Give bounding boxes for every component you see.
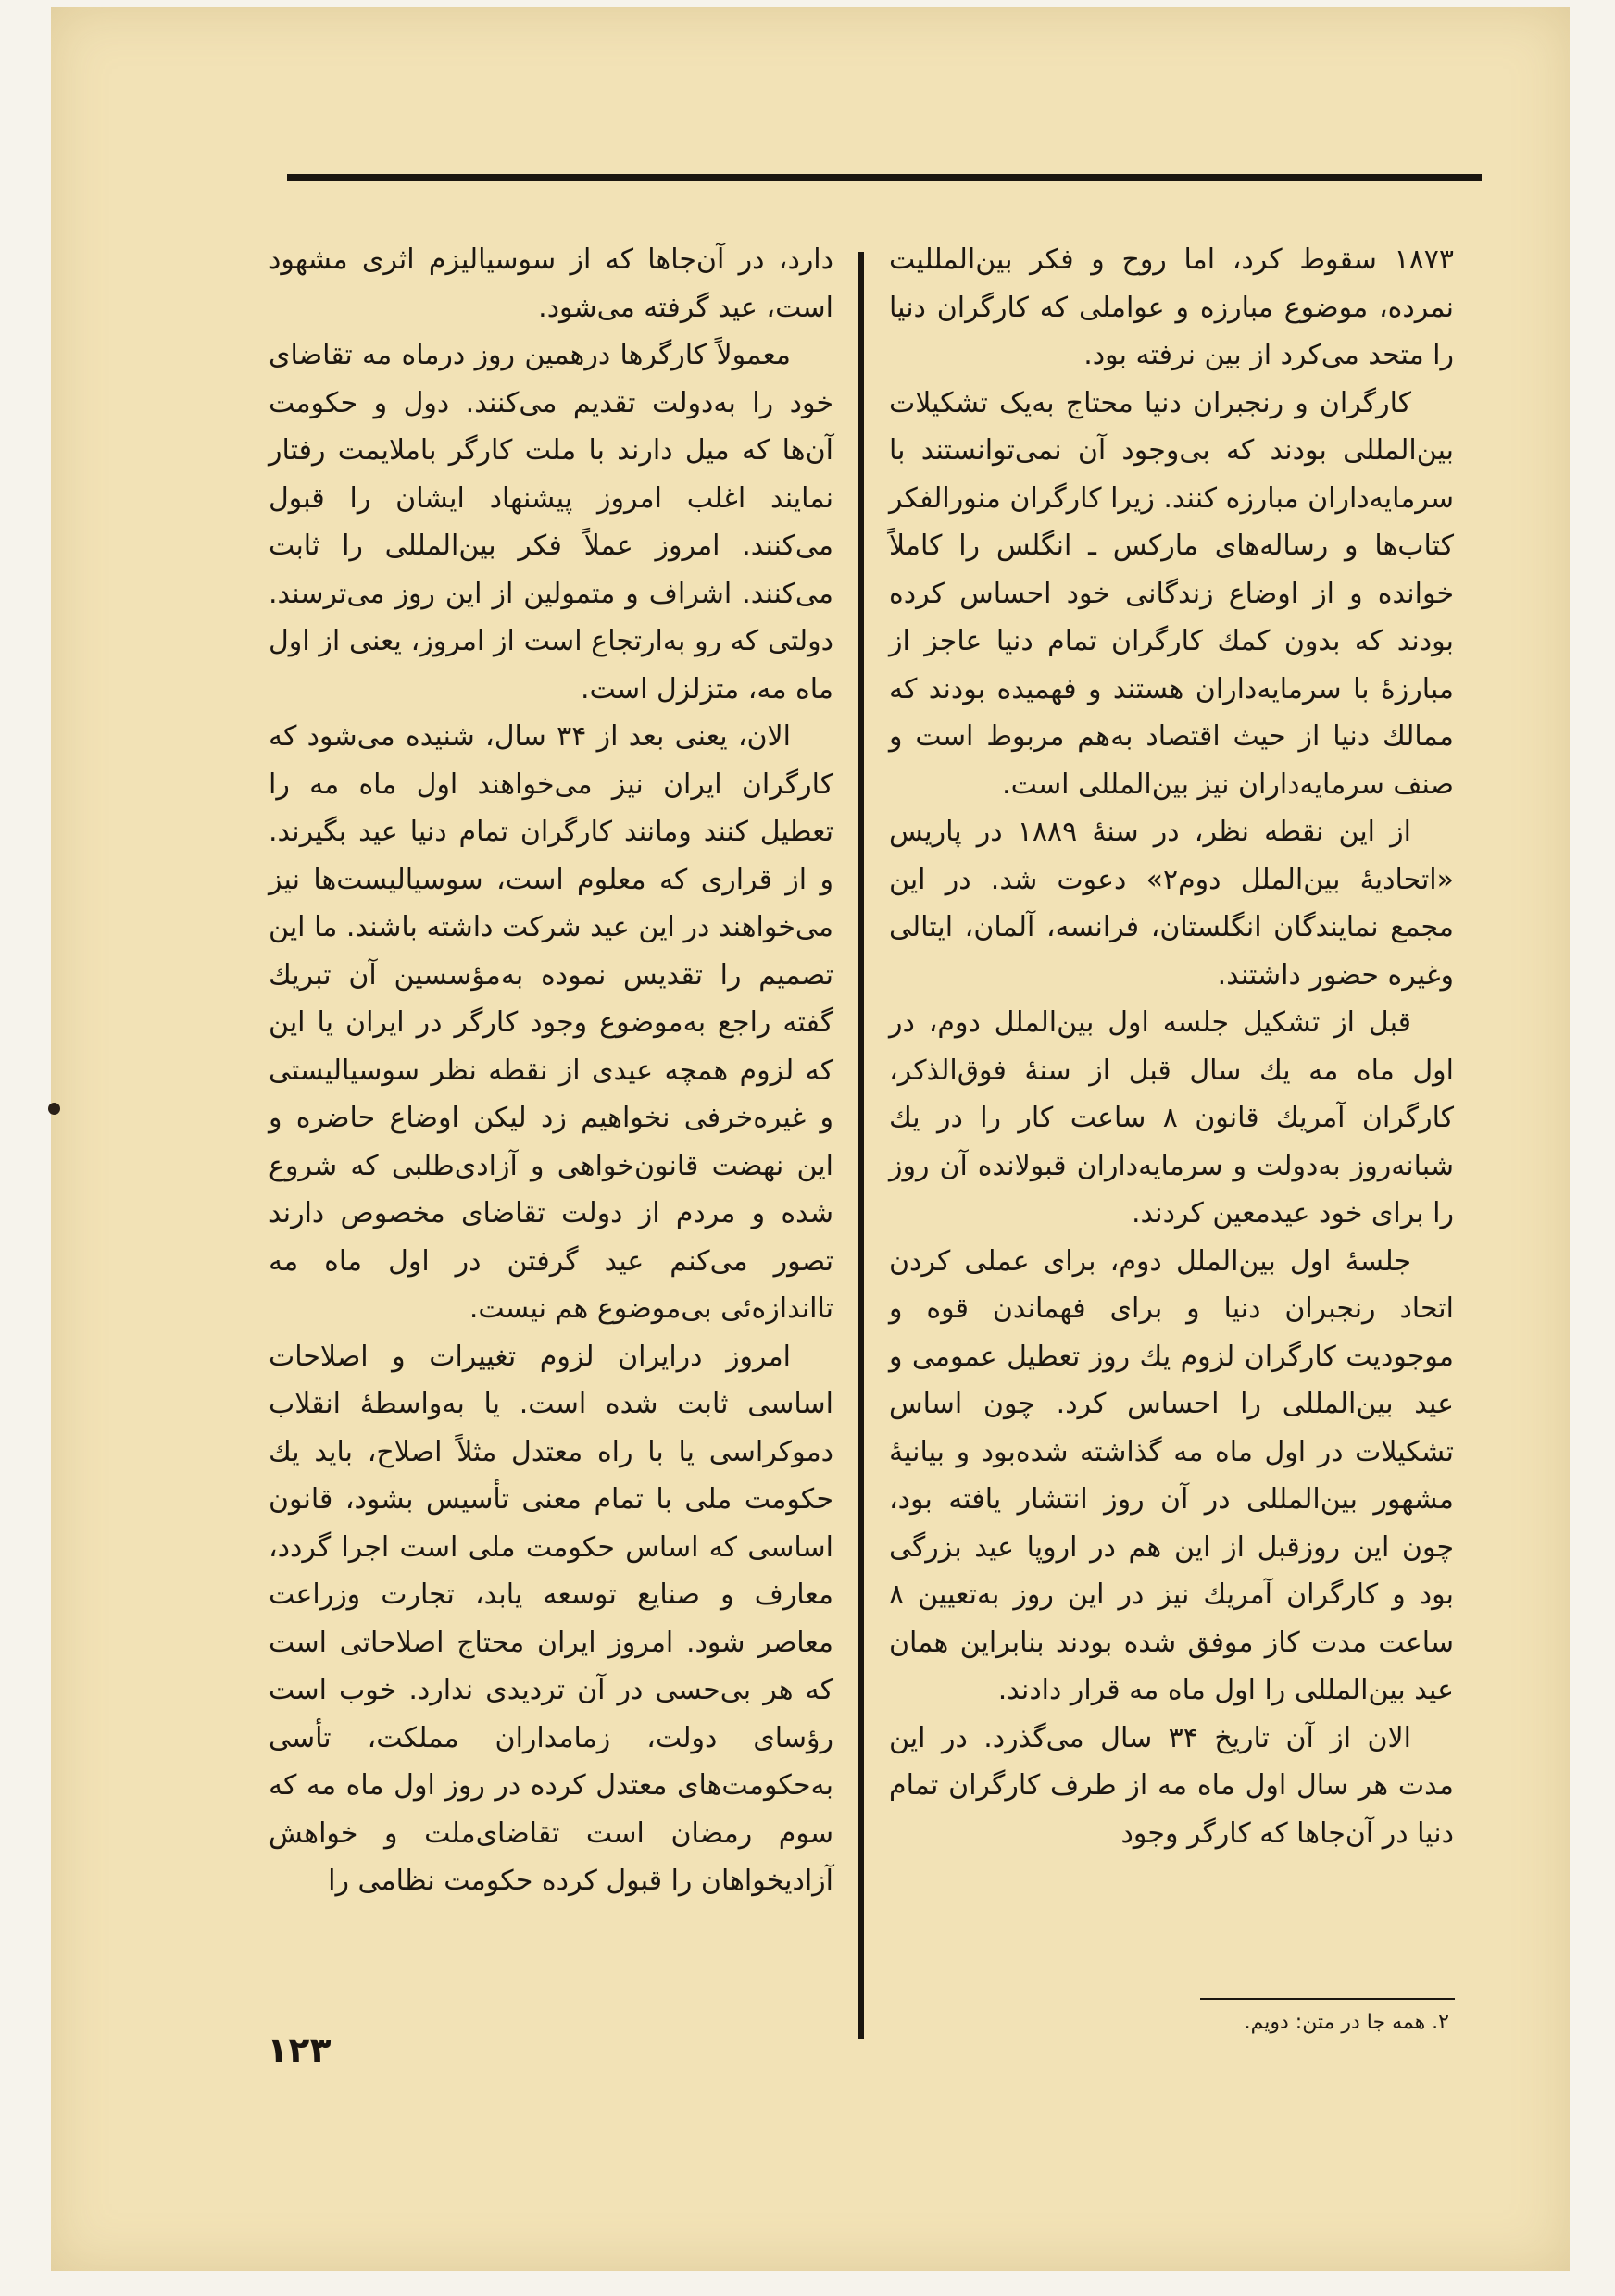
page-number: ۱۲۳ [267,2029,332,2070]
ink-dot [48,1103,60,1115]
paragraph: معمولاً کارگرها درهمین روز درماه مه تقاضای خود را به‌دولت تقدیم می‌کنند. دول و حکومت آن‌ها که میل دارند با ملت کارگر باملایمت رفتار نمایند اغلب امروز پیشنهاد ایشان را قبول می‌کنند. امروز عملاً فکر بین‌المللی را ثابت می‌کنند. اشراف و متمولین از این روز می‌ترسند. دولتی که رو به‌ارتجاع است از امروز، یعنی از اول ماه مه، متزلزل است. [269,339,833,705]
paragraph: دارد، در آن‌جاها که از سوسیالیزم اثری مشهود است، عید گرفته می‌شود. [269,243,833,324]
right-column [889,236,1454,1857]
paragraph: قبل از تشکیل جلسه اول بین‌الملل دوم، در اول ماه مه یك سال قبل از سنهٔ فوق‌الذکر، کارگران آمریك قانون ۸ ساعت کار را در یك شبانه‌روز به‌دولت و سرمایه‌داران قبولانده آن روز را برای خود عیدمعین کردند. [889,1006,1454,1229]
paragraph: الان، یعنی بعد از ۳۴ سال، شنیده می‌شود که کارگران ایران نیز می‌خواهند اول ماه مه را تعطیل کنند ومانند کارگران تمام دنیا عید بگیرند. و از قراری که معلوم است، سوسیالیست‌ها نیز می‌خواهند در این عید شرکت داشته باشند. ما این تصمیم را تقدیس نموده به‌مؤسسین آن تبریك گفته راجع به‌موضوع وجود کارگر در ایران یا این که لزوم همچه عیدی از نقطه نظر سوسیالیستی و غیره‌خرفی نخواهیم زد لیکن اوضاع حاضره و این نهضت قانون‌خواهی و آزادی‌طلبی که شروع شده و مردم از دولت تقاضای مخصوص دارند تصور می‌کنم عید گرفتن در اول ماه مه تااندازه‌ئی بی‌موضوع هم نیست. [269,720,833,1325]
paragraph: کارگران و رنجبران دنیا محتاج به‌یک تشکیلات بین‌المللی بودند که بی‌وجود آن نمی‌توانستند با سرمایه‌داران مبارزه کنند. زیرا کارگران منورالفکر کتاب‌ها و رساله‌های مارکس ـ انگلس را کاملاً خوانده و از اوضاع زندگانی خود احساس کرده بودند که بدون کمك کارگران تمام دنیا عاجز از مبارزهٔ با سرمایه‌داران هستند و فهمیده بودند که ممالك دنیا از حیث اقتصاد به‌هم مربوط است و صنف سرمایه‌داران نیز بین‌المللی است. [889,386,1454,801]
paragraph: ۱۸۷۳ سقوط کرد، اما روح و فکر بین‌المللیت نمرده، موضوع مبارزه و عواملی که کارگران دنیا را متحد می‌کرد از بین نرفته بود. [889,243,1454,371]
footnote: ۲. همه جا در متن: دویم. [1244,2011,1449,2034]
paragraph: جلسهٔ اول بین‌الملل دوم، برای عملی کردن اتحاد رنجبران دنیا و برای فهماندن قوه و موجودیت کارگران لزوم یك روز تعطیل عمومی و عید بین‌المللی را احساس کرد. چون اساس تشکیلات در اول ماه مه گذاشته شده‌بود و بیانیهٔ مشهور بین‌المللی در آن روز انتشار یافته بود، چون این روزقبل از این هم در اروپا عید بزرگی بود و کارگران آمریك نیز در این روز به‌تعیین ۸ ساعت مدت کاز موفق شده بودند بنابراین همان عید بین‌المللی را اول ماه مه قرار دادند. [889,1244,1454,1706]
paragraph: امروز درایران لزوم تغییرات و اصلاحات اساسی ثابت شده است. یا به‌واسطهٔ انقلاب دموکراسی یا با راه معتدل مثلاً اصلاح، باید یك حکومت ملی با تمام معنی تأسیس بشود، قانون اساسی که اساس حکومت ملی است اجرا گردد، معارف و صنایع توسعه یابد، تجارت وزراعت معاصر شود. امروز ایران محتاج اصلاحاتی است که هر بی‌حسی در آن تردیدی ندارد. خوب است رؤسای دولت، زمامداران مملکت، تأسی به‌حکومت‌های معتدل کرده در روز اول ماه مه که سوم رمضان است تقاضای‌ملت و خواهش آزادیخواهان را قبول کرده حکومت نظامی را [269,1340,833,1897]
footnote-rule [1200,1998,1455,2000]
paragraph: از این نقطه نظر، در سنهٔ ۱۸۸۹ در پاریس «اتحادیهٔ بین‌الملل دوم۲» دعوت شد. در این مجمع نمایندگان انگلستان، فرانسه، آلمان، ایتالی وغیره حضور داشتند. [889,816,1454,992]
column-divider [858,252,864,2039]
header-rule [287,174,1482,181]
left-column [269,236,833,1905]
paragraph: الان از آن تاریخ ۳۴ سال می‌گذرد. در این مدت هر سال اول ماه مه از طرف کارگران تمام دنیا در آن‌جاها که کارگر وجود [889,1721,1454,1850]
